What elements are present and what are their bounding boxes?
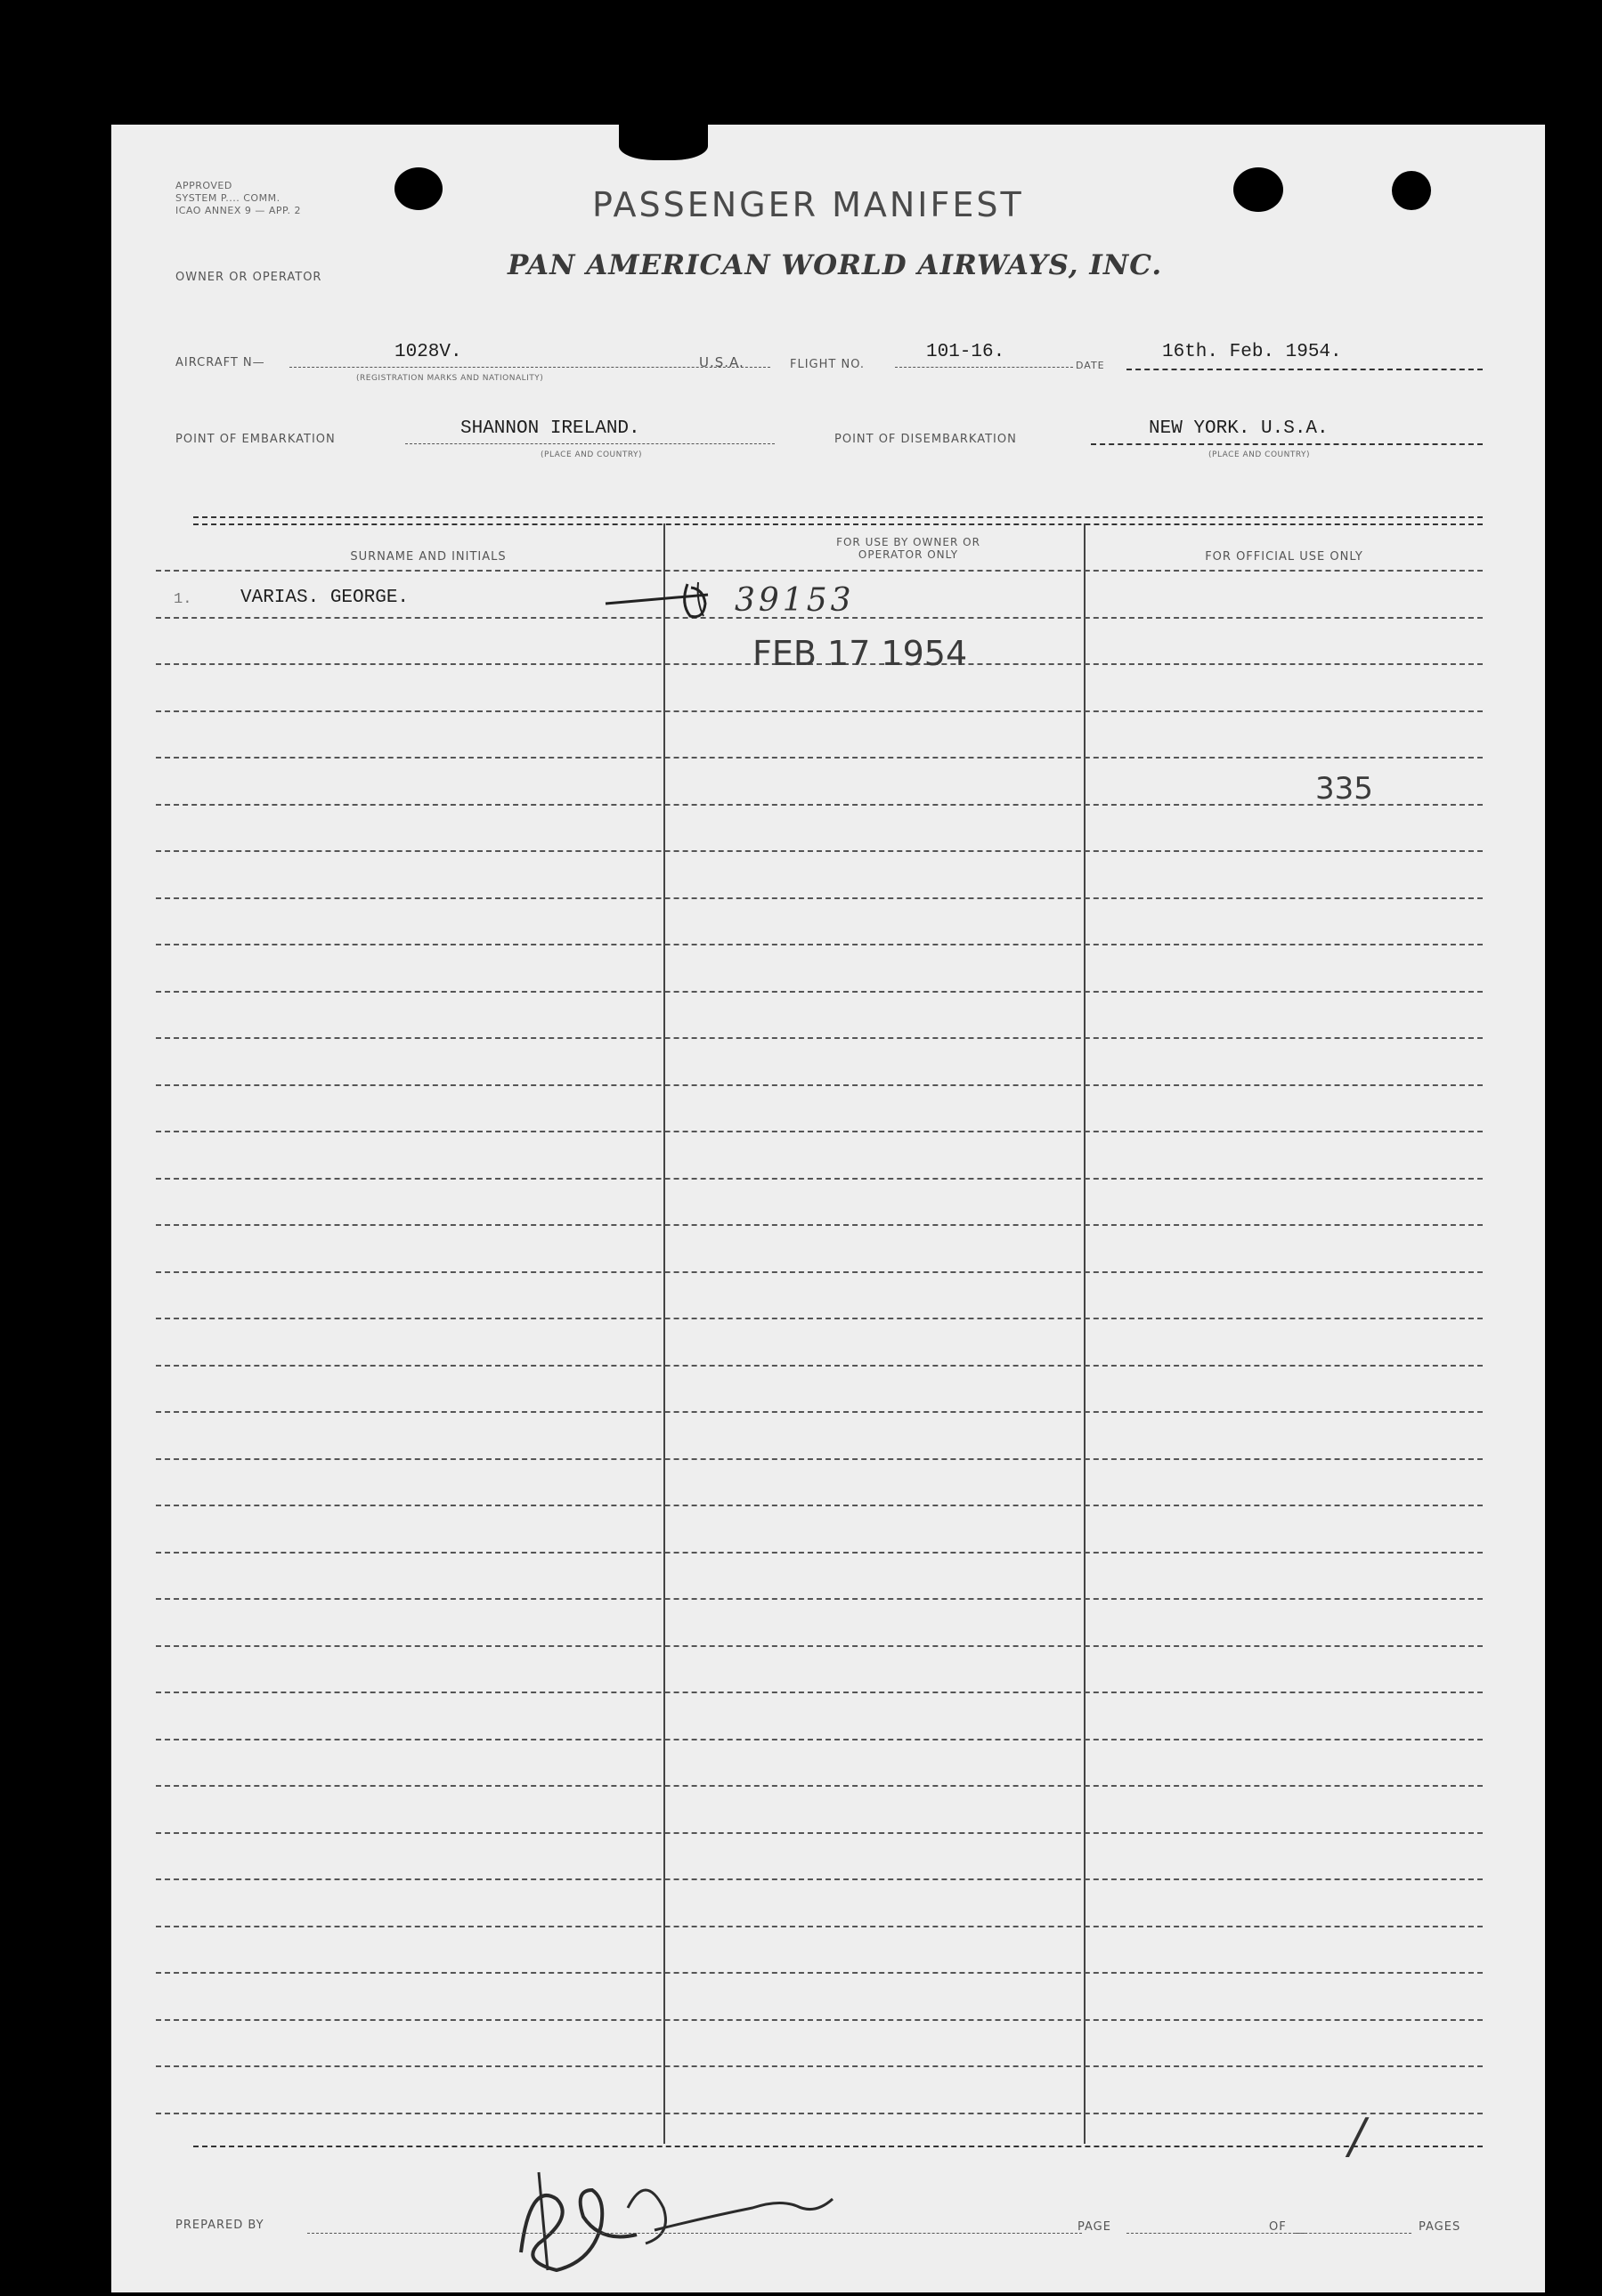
ruled-row-line <box>156 1178 1483 1180</box>
prepared-by-label: PREPARED BY <box>175 2219 264 2232</box>
total-pages-line <box>1296 2233 1411 2234</box>
embarkation-label: POINT OF EMBARKATION <box>175 433 336 446</box>
ruled-row-line <box>156 991 1483 993</box>
aircraft-registration-value: 1028V. <box>394 342 462 362</box>
ruled-row-line <box>156 2113 1483 2114</box>
manifest-page <box>111 125 1545 2292</box>
handwritten-signature <box>503 2146 877 2279</box>
column-header-official-use: FOR OFFICIAL USE ONLY <box>1205 550 1363 564</box>
ruled-row-line <box>156 1037 1483 1039</box>
aircraft-label: AIRCRAFT N— <box>175 356 265 369</box>
ruled-row-line <box>156 570 1483 572</box>
ruled-row-line <box>156 1692 1483 1693</box>
ruled-row-line <box>156 1552 1483 1554</box>
ruled-row-line <box>156 710 1483 712</box>
ruled-row-line <box>156 1832 1483 1834</box>
ruled-row-line <box>156 1926 1483 1927</box>
punch-hole-right <box>1233 167 1283 212</box>
table-top-rule-2 <box>193 523 1483 525</box>
column-divider-1 <box>663 523 665 2144</box>
passenger-number: 1. <box>174 591 192 608</box>
ruled-row-line <box>156 1084 1483 1086</box>
embarkation-underline <box>405 443 775 444</box>
of-label: OF <box>1269 2220 1287 2234</box>
approval-note-line-1: APPROVED <box>175 180 232 191</box>
flight-underline <box>895 367 1073 368</box>
ruled-row-line <box>156 1458 1483 1460</box>
aircraft-underline <box>289 367 770 368</box>
flight-no-label: FLIGHT NO. <box>790 358 866 371</box>
column-header-surname: SURNAME AND INITIALS <box>350 550 507 564</box>
page-mark: / <box>1349 2108 1366 2164</box>
page-label: PAGE <box>1077 2220 1111 2234</box>
ruled-row-line <box>156 1505 1483 1506</box>
flight-date-value: 16th. Feb. 1954. <box>1162 342 1342 362</box>
date-label: DATE <box>1076 360 1105 371</box>
pages-label: PAGES <box>1419 2220 1461 2234</box>
ruled-row-line <box>156 850 1483 852</box>
ruled-row-line <box>156 1271 1483 1273</box>
date-underline <box>1126 369 1483 370</box>
approval-note-line-3: ICAO ANNEX 9 — APP. 2 <box>175 205 301 216</box>
ruled-row-line <box>156 1598 1483 1600</box>
ruled-row-line <box>156 1972 1483 1974</box>
disembarkation-label: POINT OF DISEMBARKATION <box>834 433 1017 446</box>
approval-note-line-2: SYSTEM P.... COMM. <box>175 192 281 204</box>
ruled-row-line <box>156 757 1483 759</box>
registration-note: (REGISTRATION MARKS AND NATIONALITY) <box>356 374 544 383</box>
table-top-rule <box>193 516 1483 518</box>
ruled-row-line <box>156 897 1483 899</box>
handwritten-strike-mark <box>606 577 721 630</box>
handwritten-code: 39153 <box>735 582 855 619</box>
ruled-row-line <box>156 1785 1483 1787</box>
embarkation-place-note: (PLACE AND COUNTRY) <box>541 450 643 459</box>
usa-label: U.S.A. <box>699 354 744 370</box>
passenger-name: VARIAS. GEORGE. <box>240 588 410 608</box>
page-title: PASSENGER MANIFEST <box>592 185 1024 224</box>
owner-operator-label: OWNER OR OPERATOR <box>175 271 322 284</box>
date-stamp: FEB 17 1954 <box>752 634 968 673</box>
ruled-row-line <box>156 1224 1483 1226</box>
prepared-by-line <box>307 2233 1082 2234</box>
ruled-row-line <box>156 1739 1483 1740</box>
disembarkation-value: NEW YORK. U.S.A. <box>1149 418 1329 439</box>
ruled-row-line <box>156 2019 1483 2021</box>
operator-name: PAN AMERICAN WORLD AIRWAYS, INC. <box>508 249 1163 281</box>
punch-hole-far-right <box>1392 171 1431 210</box>
ruled-row-line <box>156 804 1483 806</box>
disembarkation-place-note: (PLACE AND COUNTRY) <box>1208 450 1311 459</box>
ruled-row-line <box>156 1878 1483 1880</box>
disembarkation-underline <box>1091 443 1483 445</box>
ruled-row-line <box>156 1411 1483 1413</box>
flight-number-value: 101-16. <box>926 342 1005 362</box>
embarkation-value: SHANNON IRELAND. <box>460 418 640 439</box>
official-number-stamp: 335 <box>1315 771 1373 807</box>
punch-hole-left <box>394 167 443 210</box>
ruled-row-line <box>156 944 1483 945</box>
column-divider-2 <box>1084 523 1086 2144</box>
ruled-row-line <box>156 2065 1483 2067</box>
ruled-row-line <box>156 1365 1483 1367</box>
ruled-row-line <box>156 1131 1483 1132</box>
column-header-owner-use: FOR USE BY OWNER OR OPERATOR ONLY <box>836 536 980 561</box>
ruled-row-line <box>156 1645 1483 1647</box>
ruled-row-line <box>156 1318 1483 1319</box>
top-ink-blot <box>619 125 708 160</box>
